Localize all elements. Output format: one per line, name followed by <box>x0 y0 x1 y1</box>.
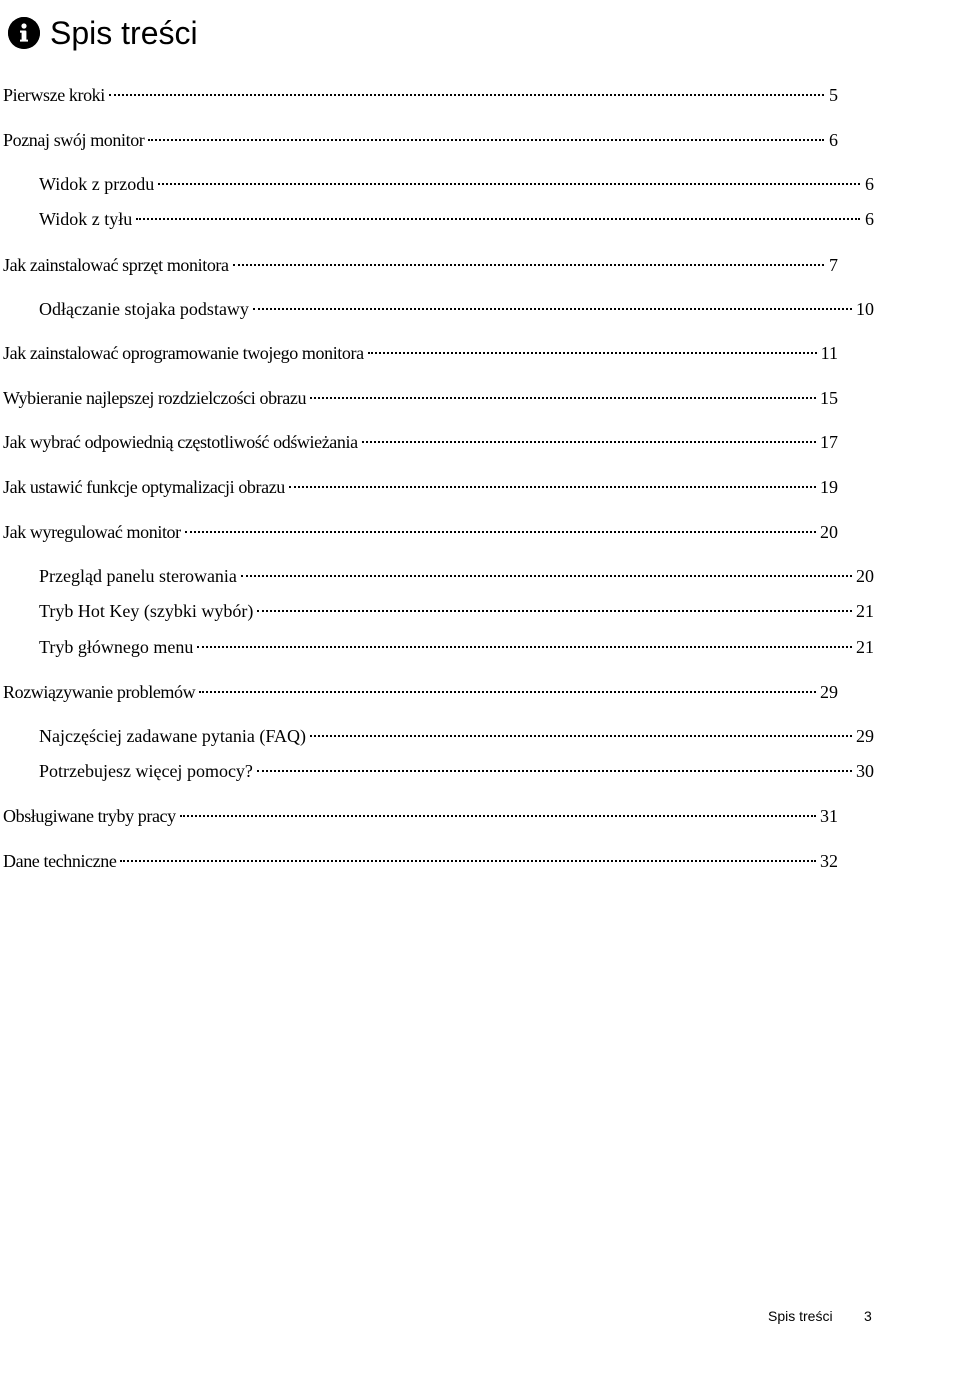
toc-leader <box>180 815 816 817</box>
toc-entry-faq[interactable] <box>0 726 874 756</box>
toc-leader <box>362 441 816 443</box>
toc-entry-title: Potrzebujesz więcej pomocy? <box>39 761 253 781</box>
toc-entry-instalacja-oprogramowania[interactable] <box>0 343 838 373</box>
toc-leader <box>199 691 816 693</box>
toc-entry-title: Jak ustawić funkcje optymalizacji obrazu <box>3 477 285 497</box>
toc-entry-page: 17 <box>820 432 838 452</box>
toc-entry-title: Poznaj swój monitor <box>3 130 145 150</box>
toc-leader <box>368 352 817 354</box>
toc-entry-page: 15 <box>820 388 838 408</box>
toc-leader <box>241 575 852 577</box>
toc-entry-glowne-menu[interactable] <box>0 637 874 667</box>
toc-leader <box>253 308 852 310</box>
toc-entry-page: 6 <box>865 174 874 194</box>
toc-entry-title: Jak zainstalować sprzęt monitora <box>3 255 229 275</box>
toc-entry-page: 21 <box>856 601 874 621</box>
toc-entry-title: Obsługiwane tryby pracy <box>3 806 176 826</box>
toc-entry-title: Pierwsze kroki <box>3 85 105 105</box>
toc-leader <box>310 397 816 399</box>
toc-entry-instalacja-sprzetu[interactable] <box>0 255 838 285</box>
footer-section-title: Spis treści <box>768 1308 833 1324</box>
toc-leader <box>185 531 816 533</box>
toc-entry-title: Rozwiązywanie problemów <box>3 682 196 702</box>
toc-entry-hot-key[interactable] <box>0 601 874 631</box>
toc-leader <box>158 183 860 185</box>
toc-entry-page: 29 <box>820 682 838 702</box>
toc-entry-title: Jak wybrać odpowiednią częstotliwość odświeżania <box>3 432 358 452</box>
toc-leader <box>120 860 816 862</box>
toc-entry-page: 32 <box>820 851 838 871</box>
toc-leader <box>257 770 852 772</box>
toc-entry-page: 31 <box>820 806 838 826</box>
toc-entry-panel-sterowania[interactable] <box>0 566 874 596</box>
toc-entry-title: Dane techniczne <box>3 851 117 871</box>
toc-entry-title: Widok z tyłu <box>39 209 133 229</box>
toc-entry-page: 11 <box>820 343 838 363</box>
toc-entry-page: 19 <box>820 477 838 497</box>
toc-entry-poznaj-swoj-monitor[interactable] <box>0 130 838 160</box>
toc-leader <box>257 610 852 612</box>
toc-entry-title: Najczęściej zadawane pytania (FAQ) <box>39 726 307 746</box>
toc-entry-pierwsze-kroki[interactable] <box>0 85 838 115</box>
toc-leader <box>289 486 816 488</box>
toc-entry-pomoc[interactable] <box>0 761 874 791</box>
toc-entry-page: 29 <box>856 726 874 746</box>
toc-entry-regulacja[interactable] <box>0 522 838 552</box>
toc-entry-tryby-pracy[interactable] <box>0 806 838 836</box>
toc-entry-page: 6 <box>829 130 838 150</box>
toc-entry-title: Widok z przodu <box>39 174 155 194</box>
toc-entry-page: 7 <box>829 255 838 275</box>
toc-entry-odlaczanie-stojaka[interactable] <box>0 299 874 329</box>
toc-leader <box>148 139 824 141</box>
toc-entry-page: 10 <box>856 299 874 319</box>
toc-entry-title: Wybieranie najlepszej rozdzielczości obrazu <box>3 388 307 408</box>
toc-entry-title: Odłączanie stojaka podstawy <box>39 299 249 319</box>
toc-entry-optymalizacja[interactable] <box>0 477 838 507</box>
toc-leader <box>136 218 860 220</box>
toc-entry-title: Tryb Hot Key (szybki wybór) <box>39 601 254 621</box>
toc-entry-page: 20 <box>856 566 874 586</box>
toc-entry-title: Jak zainstalować oprogramowanie twojego monitora <box>3 343 364 363</box>
toc-leader <box>233 264 824 266</box>
toc-entry-page: 21 <box>856 637 874 657</box>
toc-entry-title: Tryb głównego menu <box>39 637 194 657</box>
toc-entry-title: Przegląd panelu sterowania <box>39 566 237 586</box>
toc-entry-dane-techniczne[interactable] <box>0 851 838 881</box>
toc-entry-czestotliwosc[interactable] <box>0 432 838 462</box>
toc-entry-widok-z-tylu[interactable] <box>0 209 874 239</box>
toc-entry-widok-z-przodu[interactable] <box>0 174 874 204</box>
toc-leader <box>197 646 852 648</box>
info-icon <box>8 17 40 49</box>
toc-leader <box>310 735 852 737</box>
toc-entry-page: 6 <box>865 209 874 229</box>
page-header <box>8 8 198 58</box>
toc-leader <box>109 94 824 96</box>
toc-entry-page: 20 <box>820 522 838 542</box>
page-title: Spis treści <box>50 14 198 51</box>
toc-entry-page: 30 <box>856 761 874 781</box>
toc-entry-title: Jak wyregulować monitor <box>3 522 181 542</box>
toc-entry-page: 5 <box>829 85 838 105</box>
toc-entry-rozdzielczosc[interactable] <box>0 388 838 418</box>
toc-entry-rozwiazywanie-problemow[interactable] <box>0 682 838 712</box>
footer-page-number: 3 <box>864 1308 872 1324</box>
